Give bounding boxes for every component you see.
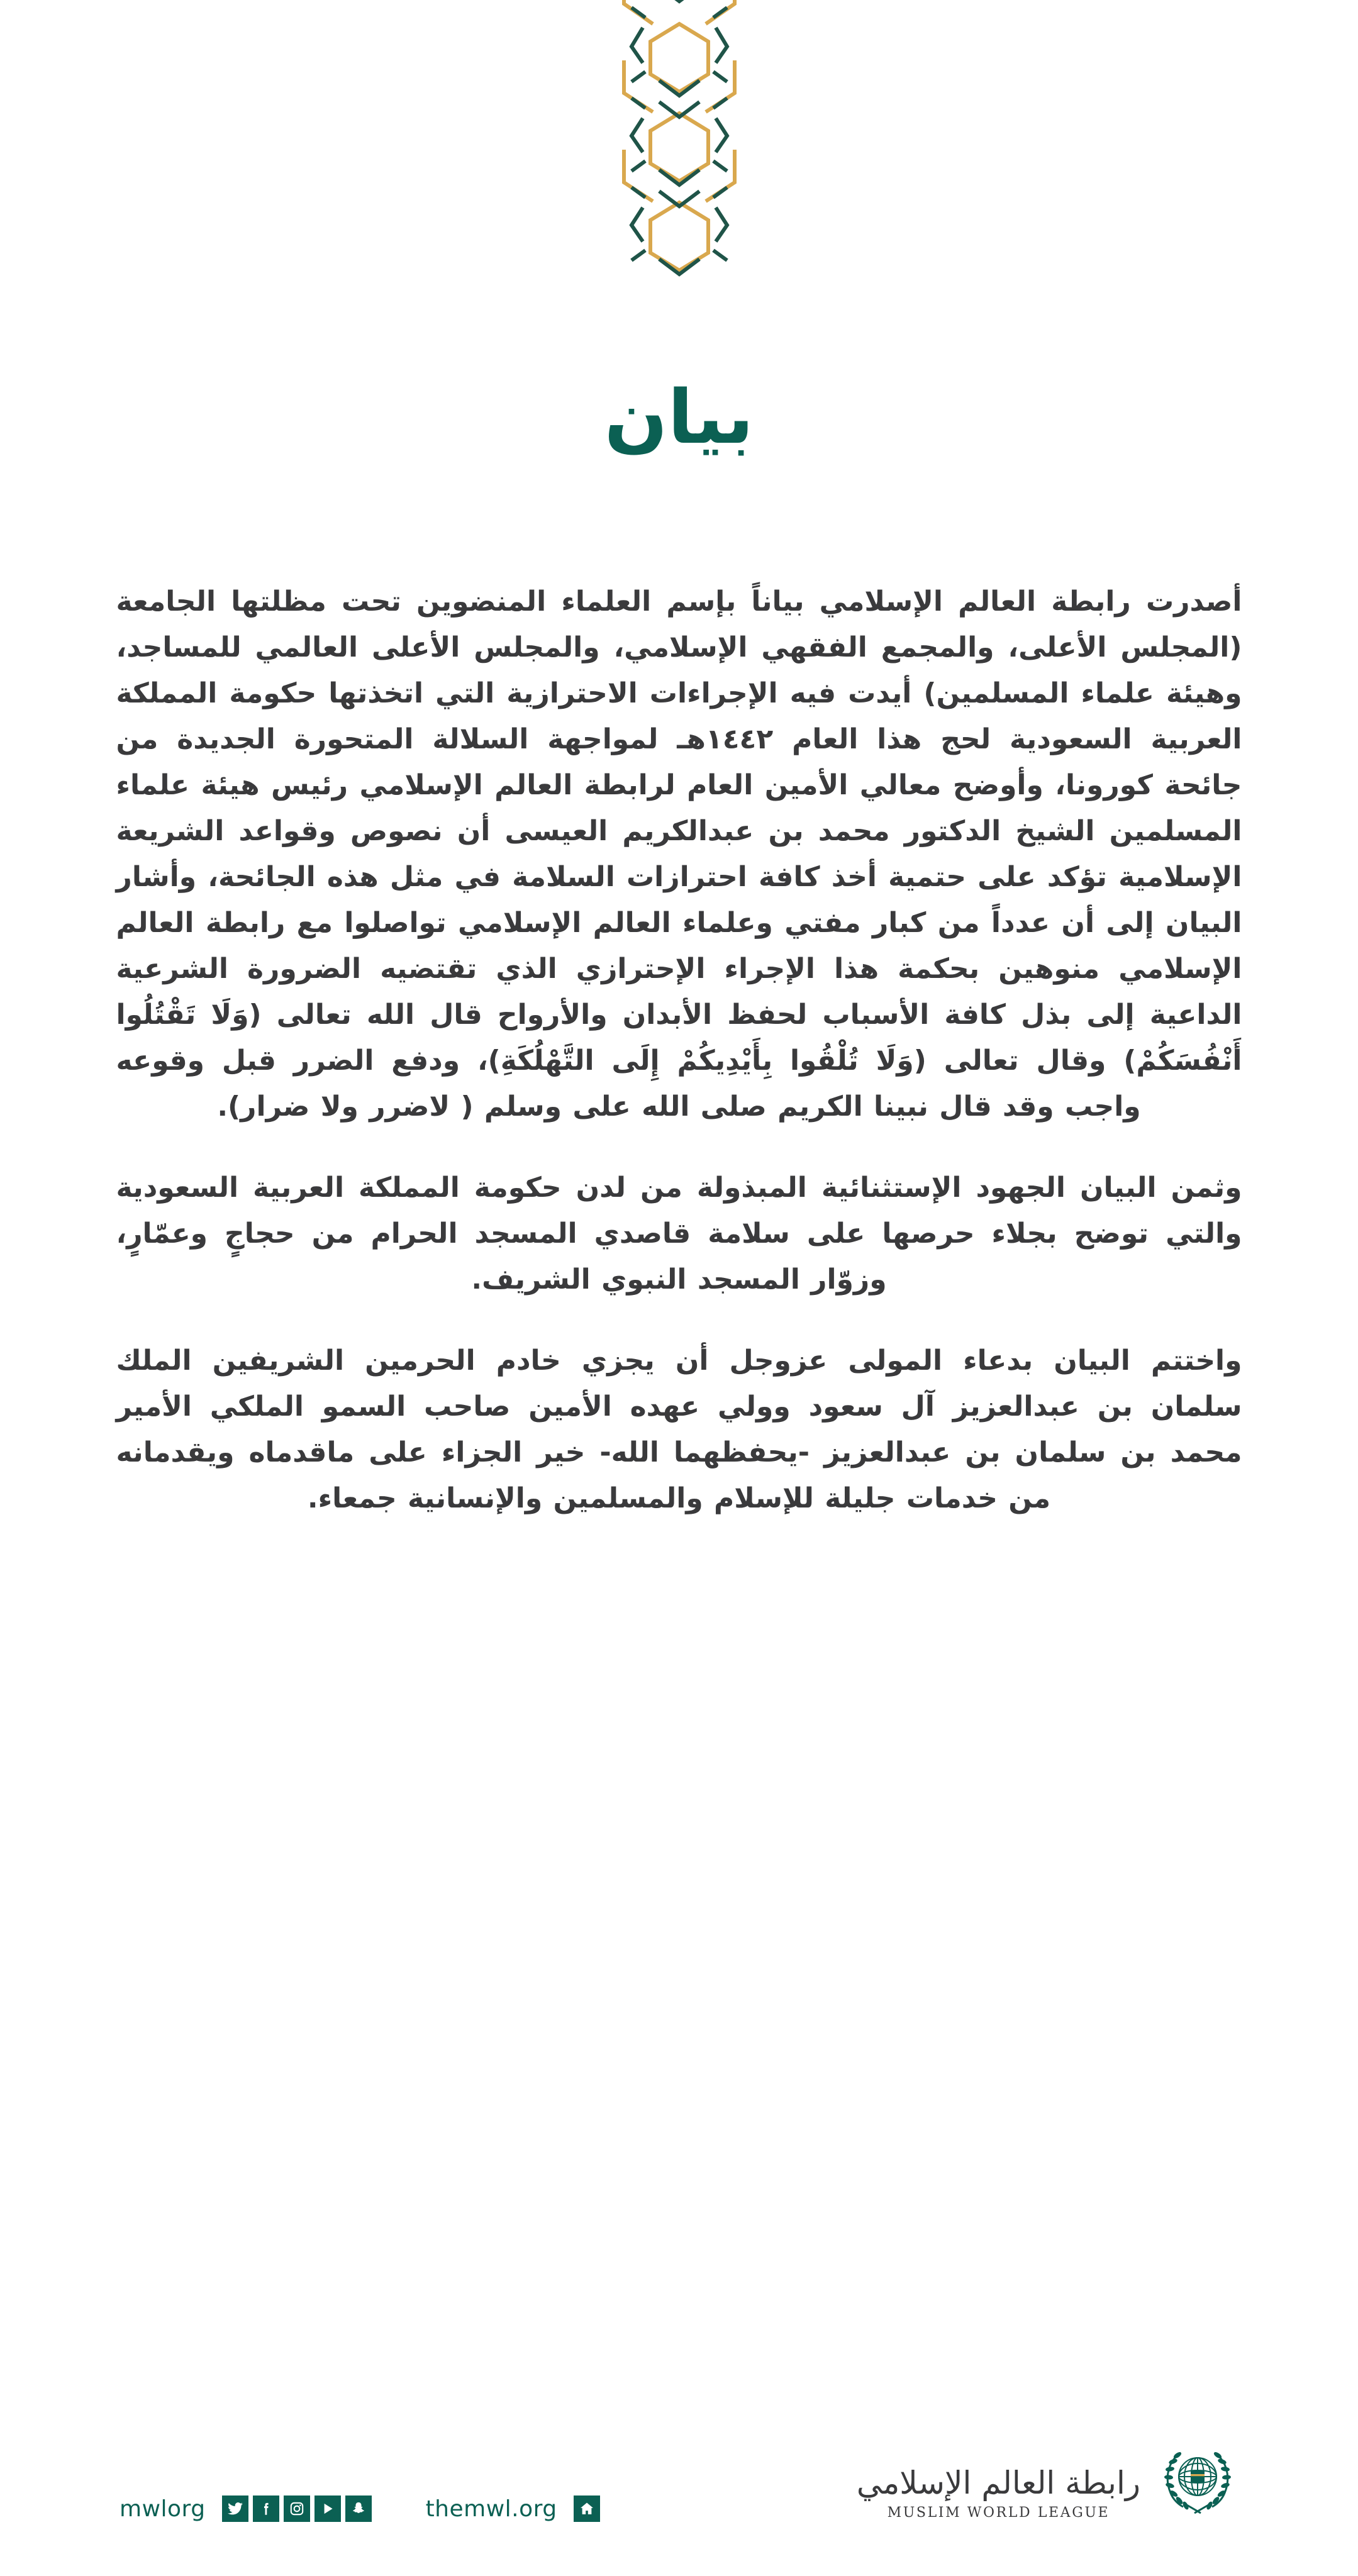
facebook-icon-button[interactable] <box>253 2496 279 2522</box>
snapchat-icon <box>350 2501 367 2517</box>
footer-brand-area <box>857 2439 1238 2522</box>
youtube-icon-button[interactable] <box>314 2496 341 2522</box>
instagram-icon <box>289 2501 305 2517</box>
statement-paragraph-1: أصدرت رابطة العالم الإسلامي بياناً بإسم العلماء المنضوين تحت مظلتها الجامعة (المجلس الأعلى، والمجمع الفقهي الإسلامي، والمجلس الأعلى العالمي للمساجد، وهيئة علماء المسلمين) أيدت فيه الإجراءات الاحترازية التي اتخذتها حكومة المملكة العربية السعودية لحج هذا العام ١٤٤٢هـ لمواجهة السلالة المتحورة الجديدة من جائحة كورونا، وأوضح معالي الأمين العام لرابطة العالم الإسلامي رئيس هيئة علماء المسلمين الشيخ الدكتور محمد بن عبدالكريم العيسى أن نصوص وقواعد الشريعة الإسلامية تؤكد على حتمية أخذ كافة احترازات السلامة في مثل هذه الجائحة، وأشار البيان إلى أن عدداً من كبار مفتي وعلماء العالم الإسلامي تواصلوا مع رابطة العالم الإسلامي منوهين بحكمة هذا الإجراء الإحترازي الذي تقتضيه الضرورة الشرعية الداعية إلى بذل كافة الأسباب لحفظ الأبدان والأرواح قال الله تعالى (وَلَا تَقْتُلُوا أَنْفُسَكُمْ) وقال تعالى (وَلَا تُلْقُوا بِأَيْدِيكُمْ إِلَى التَّهْلُكَةِ)، ودفع الضرر قبل وقوعه واجب وقد قال نبينا الكريم صلى الله على وسلم ( لاضرر ولا ضرار). <box>116 585 1242 1123</box>
mwl-logo <box>857 2467 1140 2521</box>
home-icon <box>579 2501 595 2517</box>
statement-paragraph-2: وثمن البيان الجهود الإستثنائية المبذولة من لدن حكومة المملكة العربية السعودية والتي توضح بجلاء حرصها على سلامة قاصدي المسجد الحرام من حجاجٍ وعمّارٍ، وزوّار المسجد النبوي الشريف. <box>116 1172 1242 1296</box>
mwl-globe-wreath-emblem-icon <box>1157 2439 1238 2521</box>
social-icon-row <box>222 2496 372 2522</box>
instagram-icon-button[interactable] <box>284 2496 310 2522</box>
page-footer <box>0 2414 1358 2546</box>
twitter-icon-button[interactable] <box>222 2496 248 2522</box>
header-ornament-area <box>0 0 1358 296</box>
islamic-geometric-ornament-icon <box>585 0 774 296</box>
footer-social-area <box>120 2496 600 2522</box>
mwl-logo-arabic: رابطة العالم الإسلامي <box>856 2465 1140 2501</box>
social-handle-label: mwlorg <box>120 2496 206 2522</box>
home-icon-button[interactable] <box>574 2496 600 2522</box>
website-url-label: themwl.org <box>425 2496 557 2522</box>
statement-body <box>116 508 1242 1522</box>
facebook-icon <box>258 2501 274 2517</box>
twitter-icon <box>227 2501 243 2517</box>
snapchat-icon-button[interactable] <box>345 2496 372 2522</box>
page-title: بيان <box>604 374 754 461</box>
youtube-icon <box>320 2501 336 2517</box>
page-title-area <box>0 327 1358 508</box>
mwl-logo-english: MUSLIM WORLD LEAGUE <box>887 2505 1110 2521</box>
statement-paragraph-3: واختتم البيان بدعاء المولى عزوجل أن يجزي خادم الحرمين الشريفين الملك سلمان بن عبدالعزيز آل سعود وولي عهده الأمين صاحب السمو الملكي الأمير محمد بن سلمان بن عبدالعزيز -يحفظهما الله- خير الجزاء على ماقدماه ويقدمانه من خدمات جليلة للإسلام والمسلمين والإنسانية جمعاء. <box>116 1345 1242 1515</box>
